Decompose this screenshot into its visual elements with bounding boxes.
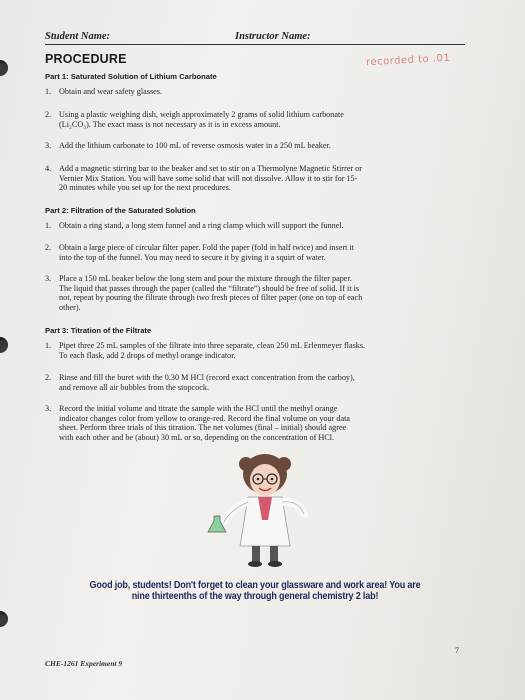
step-line: Place a 150 mL beaker below the long stem and pour the mixture through the filter paper.: [59, 274, 352, 283]
page-title: PROCEDURE: [45, 52, 127, 66]
step-line: not, repeat by pouring the filtrate through two fresh pieces of filter paper (one on top of each: [59, 293, 363, 303]
step-number: 3.: [45, 404, 52, 413]
step-line: Pipet three 25 mL samples of the filtrate into three separate, clean 250 mL Erlenmeyer flasks.: [59, 341, 366, 350]
part1-step-4: [45, 164, 465, 193]
step-number: 4.: [45, 164, 52, 173]
step-line: The liquid that passes through the paper (called the “filtrate”) should be free of solid. If it is: [59, 283, 360, 293]
step-line: sheet. Perform three trials of this titration. The net volumes (final – initial) should agree: [59, 423, 347, 433]
step-number: 1.: [45, 87, 52, 96]
part3-heading: Part 3: Titration of the Filtrate: [45, 326, 152, 335]
part3-step-2: [45, 373, 465, 392]
part3-step-3: [45, 404, 465, 442]
step-line: To each flask, add 2 drops of methyl orange indicator.: [59, 350, 236, 360]
step-line: Rinse and fill the buret with the 0.30 M HCl (record exact concentration from the carboy),: [59, 373, 355, 382]
step-line: Using a plastic weighing dish, weigh approximately 2 grams of solid lithium carbonate: [59, 110, 344, 119]
step-line: Vernier Mix Station. You will have some solid that will not dissolve. Allow it to stir for 15-: [59, 173, 358, 183]
step-number: 1.: [45, 221, 52, 230]
step-line: other).: [59, 302, 81, 312]
binder-hole: [0, 611, 8, 627]
step-line: Obtain a large piece of circular filter paper. Fold the paper (fold in half twice) and insert it: [59, 243, 354, 252]
part1-step-2: [45, 110, 465, 129]
step-line: Obtain and wear safety glasses.: [59, 87, 162, 96]
encouragement-line-1: Good job, students! Don't forget to clean your glassware and work area! You are: [89, 579, 421, 591]
encouragement-line-2: nine thirteenths of the way through general chemistry 2 lab!: [131, 590, 379, 602]
scientist-cartoon-illustration: [200, 450, 330, 570]
step-number: 1.: [45, 341, 52, 350]
step-number: 2.: [45, 373, 52, 382]
part1-step-1: [45, 87, 465, 97]
step-number: 3.: [45, 141, 52, 150]
part2-step-3: [45, 274, 465, 312]
course-experiment-label: CHE-1261 Experiment 9: [45, 659, 123, 668]
page-number: 7: [455, 646, 459, 655]
encouragement-message: [74, 580, 435, 602]
step-line: into the top of the funnel. You may need to secure it by giving it a squirt of water.: [59, 252, 326, 262]
instructor-name-label: Instructor Name:: [235, 31, 311, 42]
step-line: with each other and be (about) 30 mL or so, depending on the concentration of HCl.: [59, 432, 335, 442]
binder-hole: [0, 60, 8, 76]
part2-step-2: [45, 243, 465, 262]
header-divider: [45, 44, 465, 45]
step-line: 20 minutes while you set up for the next procedures.: [59, 183, 231, 193]
step-line: Add a magnetic stirring bar to the beaker and set to stir on a Thermolyne Magnetic Stirrer or: [59, 164, 362, 173]
part2-heading: Part 2: Filtration of the Saturated Solution: [45, 206, 196, 215]
step-line: Add the lithium carbonate to 100 mL of reverse osmosis water in a 250 mL beaker.: [59, 141, 331, 150]
step-line: and remove all air bubbles from the stopcock.: [59, 382, 210, 392]
step-number: 2.: [45, 243, 52, 252]
part1-step-3: [45, 141, 465, 151]
student-name-label: Student Name:: [45, 31, 111, 42]
step-number: 3.: [45, 274, 52, 283]
step-line: (Li₂CO₃). The exact mass is not necessary as it is in excess amount.: [59, 119, 281, 129]
step-line: Record the initial volume and titrate the sample with the HCl until the methyl orange: [59, 404, 338, 413]
handwritten-note: recorded to .01: [365, 52, 451, 69]
step-number: 2.: [45, 110, 52, 119]
binder-hole: [0, 337, 8, 353]
step-line: indicator changes color from yellow to orange-red. Record the final volume on your data: [59, 413, 351, 423]
step-line: Obtain a ring stand, a long stem funnel and a ring clamp which will support the funnel.: [59, 221, 344, 230]
part2-step-1: [45, 221, 465, 231]
page-header: [45, 31, 465, 42]
part1-heading: Part 1: Saturated Solution of Lithium Carbonate: [45, 72, 217, 81]
part3-step-1: [45, 341, 465, 360]
